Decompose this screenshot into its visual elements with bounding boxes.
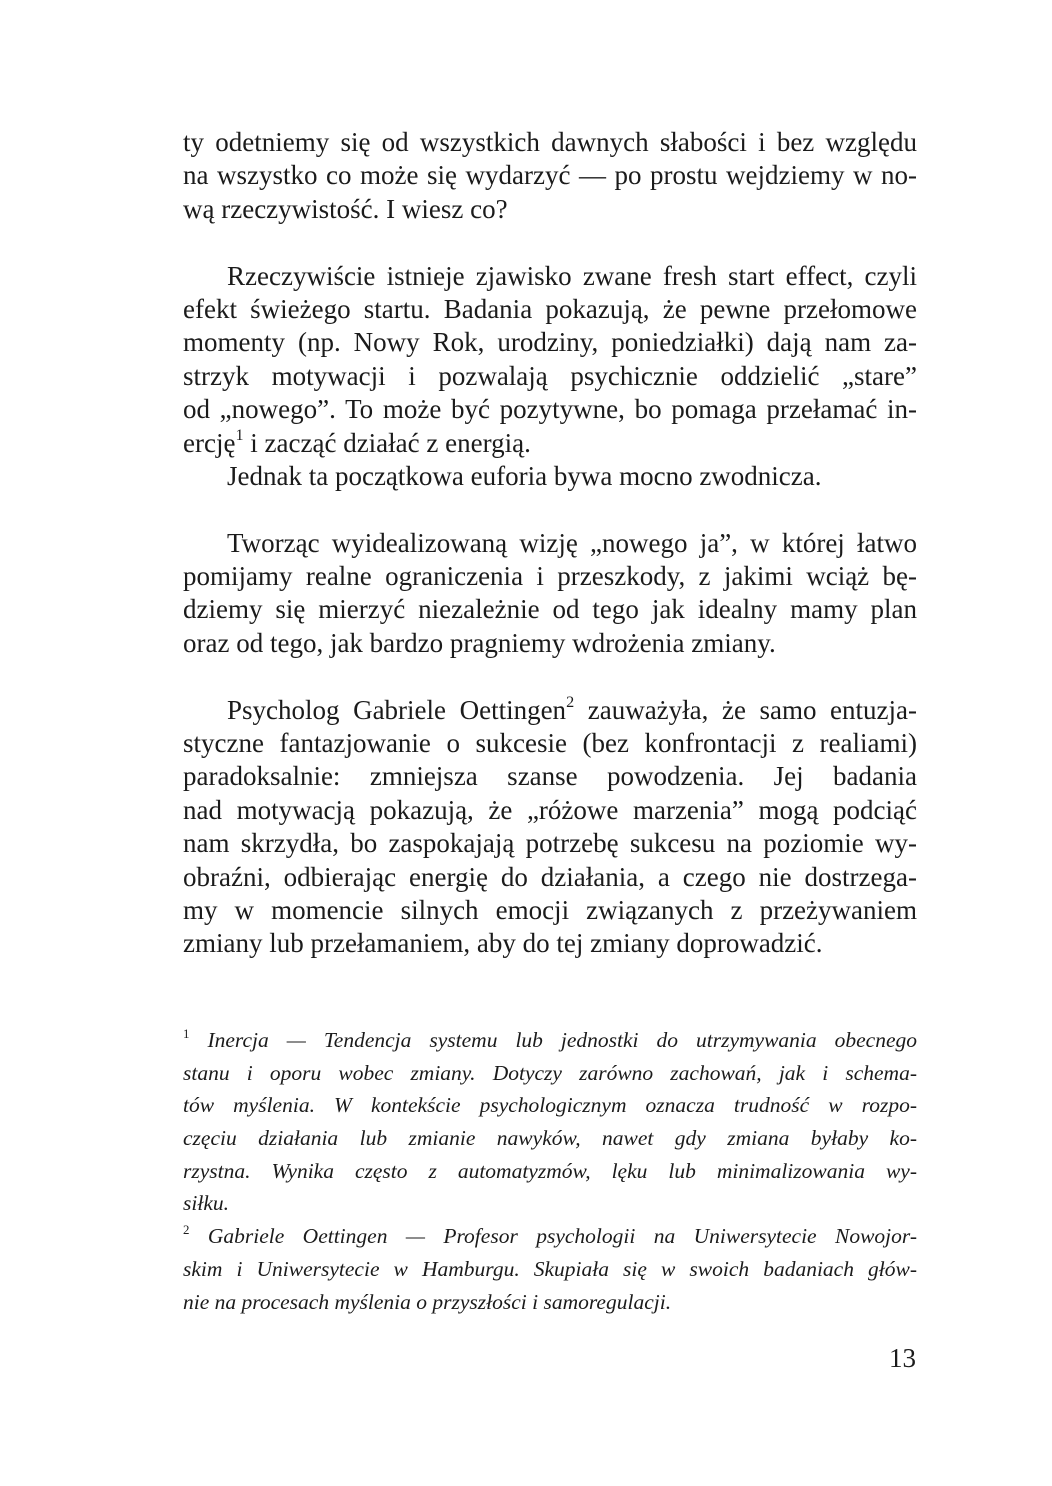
paragraph-2 [183,260,917,460]
text-line: ty odetniemy się od wszystkich dawnych słabości i bez względu [183,127,917,157]
footnotes [183,1024,917,1318]
text-line: dziemy się mierzyć niezależnie od tego jak idealny mamy plan [183,594,917,625]
text-line: wą rzeczywistość. I wiesz co? [183,193,508,224]
footnote-line [183,1024,917,1057]
text-line: strzyk motywacji i pozwalają psychicznie oddzielić „stare” [183,360,917,391]
footnote-2 [183,1220,917,1318]
paragraph-gap [183,660,917,693]
paragraph-3 [183,460,917,493]
footnote-line: nie na procesach myślenia o przyszłości i samoregulacji. [183,1289,672,1314]
paragraph-1 [183,126,917,226]
text-fragment: Gabriele Oettingen — Profesor psychologii na Uniwersytecie Nowojor- [189,1224,917,1249]
text-fragment: i zacząć działać z energią. [243,427,531,458]
paragraph-5 [183,694,917,961]
text-line: zmiany lub przełamaniem, aby do tej zmiany doprowadzić. [183,928,823,959]
paragraph-4 [183,527,917,661]
text-line: paradoksalnie: zmniejsza szanse powodzenia. Jej badania [183,761,917,792]
text-line [183,427,917,460]
paragraph-gap [183,493,917,526]
text-fragment: zauważyła, że samo entuzja- [574,694,917,725]
footnote-line: częciu działania lub zmianie nawyków, nawet gdy zmiana byłaby ko- [183,1126,917,1151]
text-line: nam skrzydła, bo zaspokajają potrzebę sukcesu na poziomie wy- [183,828,917,859]
text-line: styczne fantazjowanie o sukcesie (bez konfrontacji z realiami) [183,728,917,759]
text-line: nad motywacją pokazują, że „różowe marzenia” mogą podciąć [183,794,917,825]
footnote-number: 1 [183,1026,190,1041]
text-line: my w momencie silnych emocji związanych z przeżywaniem [183,894,917,925]
text-line: momenty (np. Nowy Rok, urodziny, poniedziałki) dają nam za- [183,327,917,358]
page-number: 13 [889,1343,916,1373]
text-line: pomijamy realne ograniczenia i przeszkody, z jakimi wciąż bę- [183,561,917,592]
footnote-line: tów myślenia. W kontekście psychologicznym oznacza trudność w rozpo- [183,1093,917,1118]
main-text [183,126,917,961]
text-line: Tworząc wyidealizowaną wizję „nowego ja”, w której łatwo [227,527,917,558]
footnote-line: skim i Uniwersytecie w Hamburgu. Skupiała się w swoich badaniach głów- [183,1256,917,1281]
footnote-number: 2 [183,1222,190,1237]
text-fragment: Psycholog Gabriele Oettingen [227,694,567,725]
paragraph-gap [183,226,917,259]
footnote-1 [183,1024,917,1220]
text-line: Jednak ta początkowa euforia bywa mocno zwodnicza. [227,460,822,491]
footnote-ref-2: 2 [566,693,575,712]
text-line [183,694,917,727]
text-line: od „nowego”. To może być pozytywne, bo pomaga przełamać in- [183,394,917,425]
footnote-line [183,1220,917,1253]
text-line: efekt świeżego startu. Badania pokazują, że pewne przełomowe [183,293,917,324]
text-line: Rzeczywiście istnieje zjawisko zwane fresh start effect, czyli [227,260,917,291]
footnote-ref-1: 1 [235,425,244,444]
text-fragment: ercję [183,427,236,458]
text-line: na wszystko co może się wydarzyć — po prostu wejdziemy w no- [183,160,917,191]
footnote-line: rzystna. Wynika często z automatyzmów, lęku lub minimalizowania wy- [183,1158,917,1183]
text-fragment: Inercja — Tendencja systemu lub jednostki do utrzymywania obecnego [189,1028,917,1052]
text-line: obraźni, odbierając energię do działania, a czego nie dostrzega- [183,861,917,892]
footnote-line: siłku. [183,1191,229,1216]
text-line: oraz od tego, jak bardzo pragniemy wdrożenia zmiany. [183,627,776,658]
footnote-line: stanu i oporu wobec zmiany. Dotyczy zarówno zachowań, jak i schema- [183,1060,917,1085]
